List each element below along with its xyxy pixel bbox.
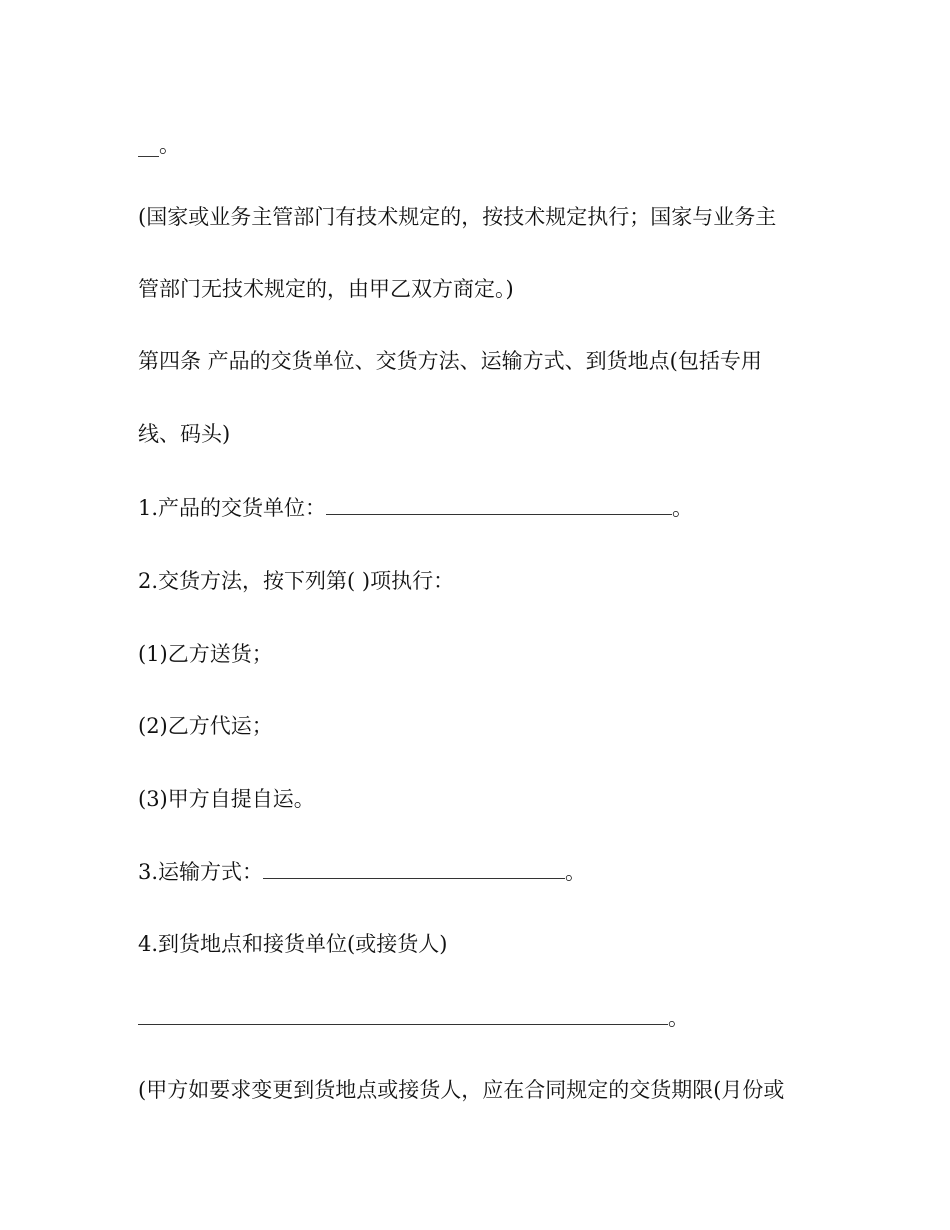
paragraph-line: __。 — [138, 133, 180, 157]
field-end-mark: 。 — [672, 496, 694, 520]
field-end-mark: 。 — [668, 1006, 689, 1030]
list-item: (3)甲方自提自运。 — [138, 787, 315, 811]
list-item: (1)乙方送货； — [138, 642, 273, 666]
delivery-unit-blank — [326, 496, 672, 515]
paragraph-line: 4.到货地点和接货单位(或接货人) — [138, 932, 448, 956]
paragraph-line: 线、码头) — [138, 422, 231, 446]
field-label: 3.运输方式： — [138, 860, 264, 884]
list-item: (2)乙方代运； — [138, 714, 273, 738]
destination-blank — [138, 1006, 668, 1025]
field-end-mark: 。 — [565, 860, 587, 884]
transport-method-line — [138, 858, 586, 886]
destination-line — [138, 1004, 689, 1032]
paragraph-line: 2.交货方法，按下列第( )项执行： — [138, 569, 455, 593]
article-heading: 第四条 产品的交货单位、交货方法、运输方式、到货地点(包括专用 — [138, 349, 762, 373]
field-label: 1.产品的交货单位： — [138, 496, 327, 520]
delivery-unit-line — [138, 494, 693, 522]
transport-method-blank — [263, 860, 565, 879]
paragraph-line: (甲方如要求变更到货地点或接货人，应在合同规定的交货期限(月份或 — [138, 1078, 785, 1102]
paragraph-line: 管部门无技术规定的，由甲乙双方商定。) — [138, 277, 514, 301]
paragraph-line: (国家或业务主管部门有技术规定的，按技术规定执行；国家与业务主 — [138, 205, 777, 229]
